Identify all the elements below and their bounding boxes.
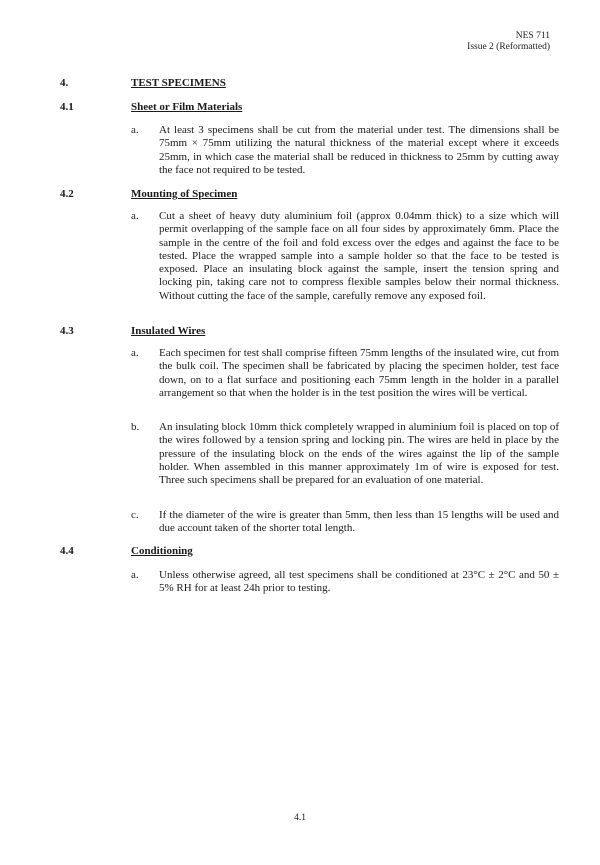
subsection-4-4-title: Conditioning [131, 545, 193, 557]
section-title: TEST SPECIMENS [131, 77, 226, 89]
paragraph-4-4-a: Unless otherwise agreed, all test specimens shall be conditioned at 23°C ± 2°C and 50 ± 5% RH for at least 24h prior to testing. [159, 569, 559, 595]
document-code: NES 711 [515, 31, 550, 41]
subsection-4-4-number: 4.4 [60, 545, 74, 557]
subsection-4-1-title: Sheet or Film Materials [131, 101, 243, 113]
paragraph-4-3-c: If the diameter of the wire is greater than 5mm, then less than 15 lengths will be used and due account taken of the shorter total length. [159, 509, 559, 535]
paragraph-4-3-b: An insulating block 10mm thick completely wrapped in aluminium foil is placed on top of the wires followed by a tension spring and locking pin. The wires are held in place by the pressure of the insulating block on the ends of the wires against the lip of the sample holder. When assembled in this manner approximately 1m of wire is exposed for test. Three such specimens shall be prepared for an evaluation of one material. [159, 421, 559, 487]
paragraph-4-3-a: Each specimen for test shall comprise fifteen 75mm lengths of the insulated wire, cut from the bulk coil. The specimen shall be fabricated by placing the specimen holder, test face down, on to a flat surface and positioning each 75mm length in the holder in a parallel arrangement so that when the holder is in the test position the wires will be vertical. [159, 347, 559, 399]
item-label: a. [131, 347, 139, 359]
paragraph-4-1-a: At least 3 specimens shall be cut from the material under test. The dimensions shall be 75mm × 75mm utilizing the natural thickness of the material except where it exceeds 25mm, in which case the material shall be reduced in thickness to 25mm by cutting away the face not required to be tested. [159, 124, 559, 176]
document-header [467, 31, 550, 53]
subsection-4-3-number: 4.3 [60, 325, 74, 337]
item-label: a. [131, 569, 139, 581]
item-label: a. [131, 210, 139, 222]
document-issue: Issue 2 (Reformatted) [467, 42, 550, 52]
item-label: a. [131, 124, 139, 136]
subsection-4-1-number: 4.1 [60, 101, 74, 113]
page-number: 4.1 [294, 813, 306, 823]
paragraph-4-2-a: Cut a sheet of heavy duty aluminium foil (approx 0.04mm thick) to a size which will permit overlapping of the sample face on all four sides by approximately 6mm. Place the sample in the centre of the foil and fold excess over the edges and against the face to be tested. Place the wrapped sample into a sample holder so that the face to be tested is exposed. Place an insulating block against the sample, insert the tension spring and locking pin, taking care not to compress flexible samples below their normal thickness. Without cutting the face of the sample, carefully remove any exposed foil. [159, 210, 559, 302]
subsection-4-2-number: 4.2 [60, 188, 74, 200]
subsection-4-2-title: Mounting of Specimen [131, 188, 238, 200]
item-label: b. [131, 421, 140, 433]
subsection-4-3-title: Insulated Wires [131, 325, 206, 337]
section-number: 4. [60, 77, 69, 89]
item-label: c. [131, 509, 139, 521]
